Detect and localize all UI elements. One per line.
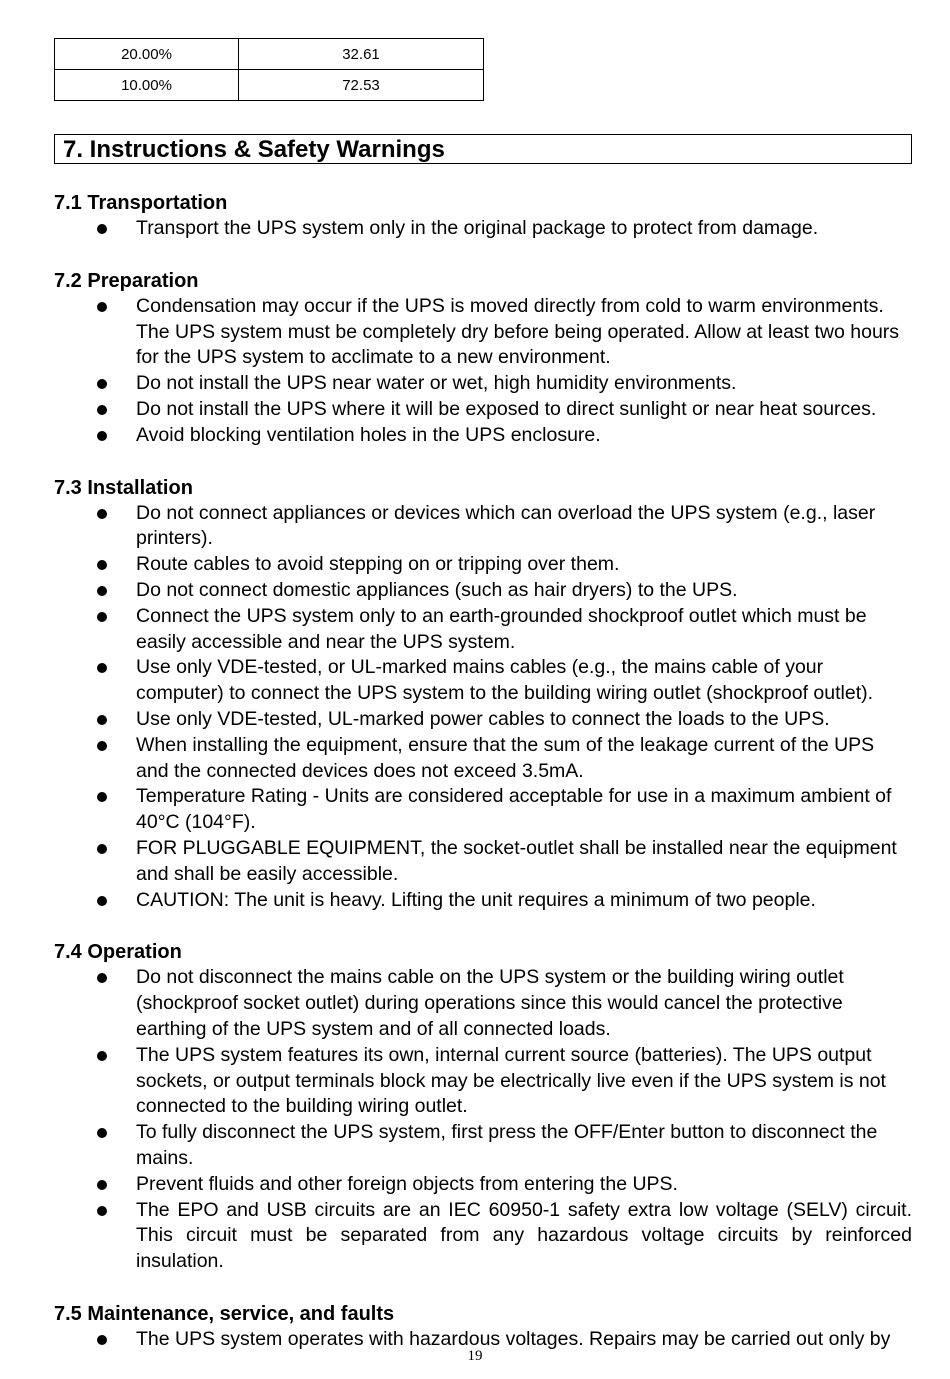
bullet-icon: [97, 612, 107, 622]
list-item-text: Connect the UPS system only to an earth-grounded shockproof outlet which must be easily accessible and near the UPS system.: [136, 604, 867, 653]
list-item: [54, 965, 912, 1042]
bullet-icon: [97, 509, 107, 519]
list-item: [54, 501, 912, 553]
bullet-list: [54, 216, 912, 242]
list-item-text: Route cables to avoid stepping on or tripping over them.: [136, 553, 620, 576]
table-row: [55, 70, 484, 101]
subsection-heading: 7.2 Preparation: [54, 269, 199, 292]
page-number: 19: [467, 1348, 483, 1364]
bullet-icon: [97, 586, 107, 596]
bullet-icon: [97, 560, 107, 570]
instructions-content: [54, 190, 912, 1379]
efficiency-table: [54, 38, 484, 101]
list-item: [54, 1172, 912, 1198]
list-item-text: The EPO and USB circuits are an IEC 60950-1 safety extra low voltage (SELV) circuit. This circuit must be separated from any hazardous voltage circuits by reinforced insulation.: [136, 1198, 912, 1273]
list-item-text: Do not install the UPS where it will be exposed to direct sunlight or near heat sources.: [136, 397, 877, 420]
bullet-icon: [97, 1051, 107, 1061]
list-item: [54, 733, 912, 785]
list-item-text: Avoid blocking ventilation holes in the UPS enclosure.: [136, 423, 601, 446]
bullet-icon: [97, 1206, 107, 1216]
list-item-text: FOR PLUGGABLE EQUIPMENT, the socket-outlet shall be installed near the equipment and shall be easily accessible.: [136, 836, 897, 885]
bullet-icon: [97, 973, 107, 983]
bullet-icon: [97, 715, 107, 725]
bullet-icon: [97, 1335, 107, 1345]
list-item: [54, 888, 912, 914]
list-item-text: Do not disconnect the mains cable on the UPS system or the building wiring outlet (shockproof socket outlet) during operations since this would cancel the protective earthing of the UPS system and of all connected loads.: [136, 966, 844, 1040]
list-item: [54, 294, 912, 371]
bullet-icon: [97, 1180, 107, 1190]
list-item: [54, 1198, 912, 1275]
bullet-list: [54, 501, 912, 914]
list-item-text: Condensation may occur if the UPS is moved directly from cold to warm environments. The UPS system must be completely dry before being operated. Allow at least two hours for the UPS system to acclimate to a new environment.: [136, 294, 900, 369]
list-item-text: The UPS system operates with hazardous voltages. Repairs may be carried out only by: [136, 1327, 891, 1350]
bullet-icon: [97, 405, 107, 415]
bullet-icon: [97, 844, 107, 854]
subsection-heading: 7.1 Transportation: [54, 192, 228, 214]
list-item: [54, 578, 912, 604]
bullet-icon: [97, 663, 107, 673]
list-item-text: Prevent fluids and other foreign objects from entering the UPS.: [136, 1172, 678, 1195]
bullet-list: [54, 294, 912, 449]
list-item-text: Transport the UPS system only in the original package to protect from damage.: [136, 217, 819, 239]
bullet-icon: [97, 741, 107, 751]
subsection-heading: 7.3 Installation: [54, 476, 193, 499]
list-item: [54, 836, 912, 888]
table-cell: 32.61: [239, 39, 484, 70]
list-item: [54, 1043, 912, 1120]
table-cell: 10.00%: [55, 70, 239, 101]
list-item-text: CAUTION: The unit is heavy. Lifting the unit requires a minimum of two people.: [136, 888, 816, 911]
list-item-text: Do not connect domestic appliances (such as hair dryers) to the UPS.: [136, 578, 738, 601]
table-row: [55, 39, 484, 70]
list-item: [54, 604, 912, 656]
list-item-text: The UPS system features its own, internal current source (batteries). The UPS output sockets, or output terminals block may be electrically live even if the UPS system is not connected to the building wiring outlet.: [136, 1043, 886, 1118]
table-cell: 20.00%: [55, 39, 239, 70]
list-item-text: To fully disconnect the UPS system, first press the OFF/Enter button to disconnect the mains.: [136, 1121, 878, 1169]
bullet-list: [54, 965, 912, 1275]
list-item: [54, 1120, 912, 1172]
list-item-text: When installing the equipment, ensure that the sum of the leakage current of the UPS and the connected devices does not exceed 3.5mA.: [136, 733, 875, 782]
bullet-icon: [97, 431, 107, 441]
table-cell: 72.53: [239, 70, 484, 101]
list-item-text: Temperature Rating - Units are considered acceptable for use in a maximum ambient of 40°C (104°F).: [136, 785, 892, 834]
list-item-text: Do not connect appliances or devices which can overload the UPS system (e.g., laser printers).: [136, 501, 876, 550]
bullet-icon: [97, 792, 107, 802]
list-item: [54, 707, 912, 733]
bullet-icon: [97, 1128, 107, 1138]
list-item: [54, 371, 912, 397]
list-item-text: Use only VDE-tested, or UL-marked mains cables (e.g., the mains cable of your computer) to connect the UPS system to the building wiring outlet (shockproof outlet).: [136, 656, 874, 705]
list-item: [54, 423, 912, 449]
section-title: 7. Instructions & Safety Warnings: [54, 134, 912, 164]
bullet-icon: [97, 224, 107, 234]
bullet-icon: [97, 302, 107, 312]
list-item-text: Do not install the UPS near water or wet, high humidity environments.: [136, 372, 737, 395]
subsection-heading: 7.4 Operation: [54, 941, 182, 964]
bullet-icon: [97, 896, 107, 906]
list-item: [54, 216, 912, 242]
list-item: [54, 784, 912, 836]
list-item: [54, 655, 912, 707]
list-item: [54, 397, 912, 423]
bullet-icon: [97, 379, 107, 389]
list-item: [54, 552, 912, 578]
list-item-text: Use only VDE-tested, UL-marked power cables to connect the loads to the UPS.: [136, 707, 830, 730]
subsection-heading: 7.5 Maintenance, service, and faults: [54, 1302, 395, 1325]
